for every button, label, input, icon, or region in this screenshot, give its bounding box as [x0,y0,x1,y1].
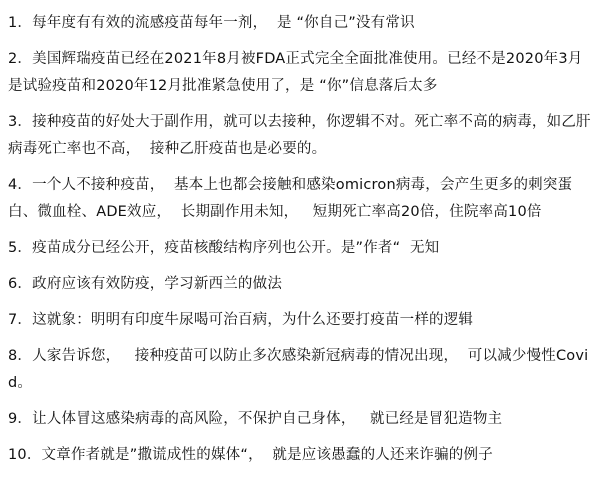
paragraph-item-3: 3．接种疫苗的好处大于副作用，就可以去接种，你逻辑不对。死亡率不高的病毒，如乙肝病毒死亡率也不高， 接种乙肝疫苗也是必要的。 [8,114,591,157]
paragraph-item-4: 4．一个人不接种疫苗， 基本上也都会接触和感染omicron病毒，会产生更多的刺突蛋白、微血栓、ADE效应， 长期副作用未知， 短期死亡率高20倍，住院率高10倍 [8,177,573,220]
paragraph-item-6: 6．政府应该有效防疫，学习新西兰的做法 [8,276,283,292]
paragraph-item-7: 7．这就象：明明有印度牛尿喝可治百病，为什么还要打疫苗一样的逻辑 [8,312,474,328]
paragraph-item-1: 1．每年度有有效的流感疫苗每年一剂， 是 “你自己”没有常识 [8,15,415,31]
paragraph-item-5: 5．疫苗成分已经公开，疫苗核酸结构序列也公开。是”作者“ 无知 [8,240,440,256]
paragraph-item-10: 10．文章作者就是”撒谎成性的媒体“， 就是应该愚蠢的人还来诈骗的例子 [8,447,493,463]
paragraph-item-2: 2．美国辉瑞疫苗已经在2021年8月被FDA正式完全全面批准使用。已经不是2020年3月是试验疫苗和2020年12月批准紧急使用了，是 “你”信息落后太多 [8,51,583,94]
paragraph-item-9: 9．让人体冒这感染病毒的高风险，不保护自己身体， 就已经是冒犯造物主 [8,411,503,427]
paragraph-item-8: 8．人家告诉您， 接种疫苗可以防止多次感染新冠病毒的情况出现， 可以减少慢性Covid。 [8,348,589,391]
